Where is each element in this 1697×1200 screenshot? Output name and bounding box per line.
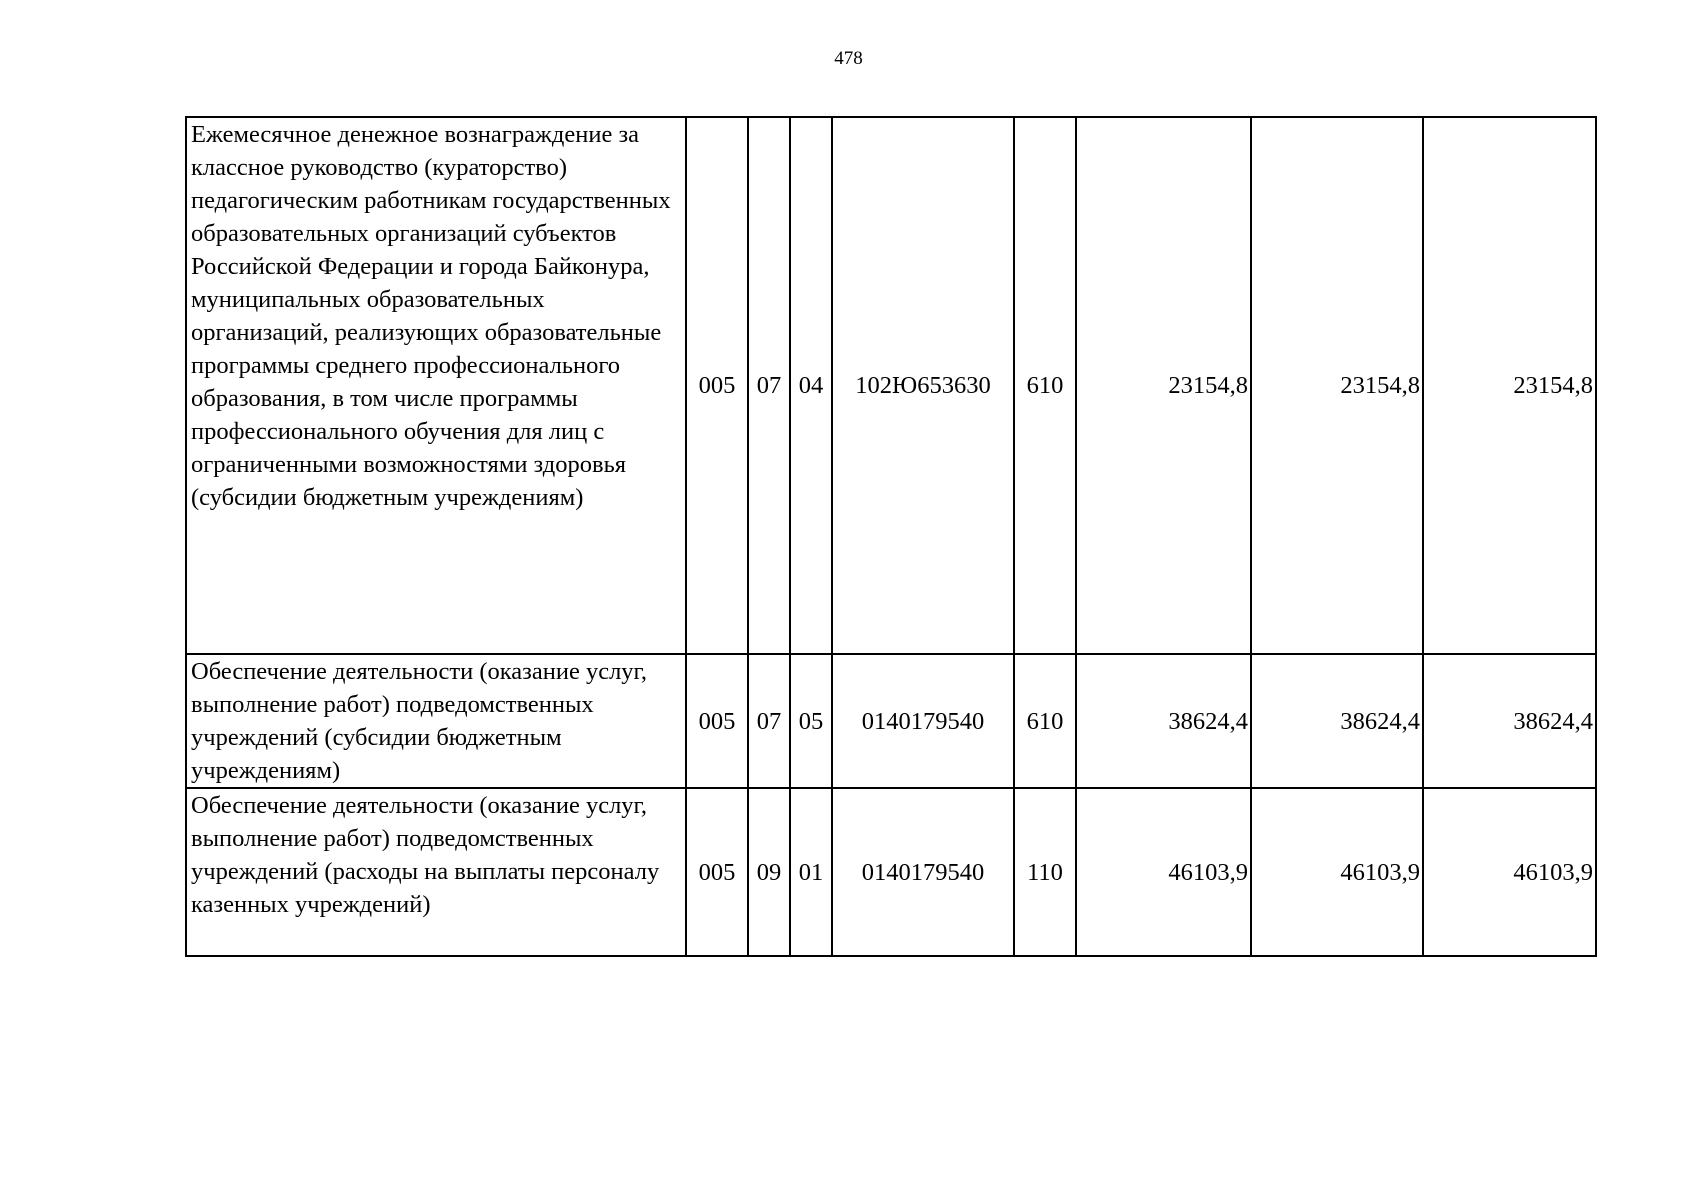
amount-3: 23154,8 [1423, 117, 1596, 654]
target-article-code: 102Ю653630 [832, 117, 1014, 654]
expense-type-code: 610 [1014, 117, 1076, 654]
budget-table [185, 116, 1597, 957]
subsection-code: 04 [790, 117, 832, 654]
amount-2: 23154,8 [1251, 117, 1423, 654]
table-row [186, 654, 1596, 788]
amount-1: 38624,4 [1076, 654, 1251, 788]
amount-1: 46103,9 [1076, 788, 1251, 956]
section-code: 07 [748, 117, 790, 654]
page-number: 478 [834, 48, 863, 69]
amount-3: 46103,9 [1423, 788, 1596, 956]
amount-2: 46103,9 [1251, 788, 1423, 956]
subsection-code: 01 [790, 788, 832, 956]
amount-3: 38624,4 [1423, 654, 1596, 788]
target-article-code: 0140179540 [832, 654, 1014, 788]
gov-code: 005 [686, 117, 748, 654]
gov-code: 005 [686, 654, 748, 788]
row-description: Обеспечение деятельности (оказание услуг, выполнение работ) подведомственных учреждений (субсидии бюджетным учреждениям) [186, 654, 686, 788]
section-code: 07 [748, 654, 790, 788]
section-code: 09 [748, 788, 790, 956]
gov-code: 005 [686, 788, 748, 956]
table-row [186, 117, 1596, 654]
row-description: Ежемесячное денежное вознаграждение за классное руководство (кураторство) педагогическим работникам государственных образовательных организаций субъектов Российской Федерации и города Байконура, муниципальных образовательных организаций, реализующих образовательные программы среднего профессионального образования, в том числе программы профессионального обучения для лиц с ограниченными возможностями здоровья (субсидии бюджетным учреждениям) [186, 117, 686, 654]
subsection-code: 05 [790, 654, 832, 788]
expense-type-code: 610 [1014, 654, 1076, 788]
row-description: Обеспечение деятельности (оказание услуг, выполнение работ) подведомственных учреждений (расходы на выплаты персоналу казенных учреждений) [186, 788, 686, 956]
amount-1: 23154,8 [1076, 117, 1251, 654]
amount-2: 38624,4 [1251, 654, 1423, 788]
expense-type-code: 110 [1014, 788, 1076, 956]
target-article-code: 0140179540 [832, 788, 1014, 956]
table-row [186, 788, 1596, 956]
